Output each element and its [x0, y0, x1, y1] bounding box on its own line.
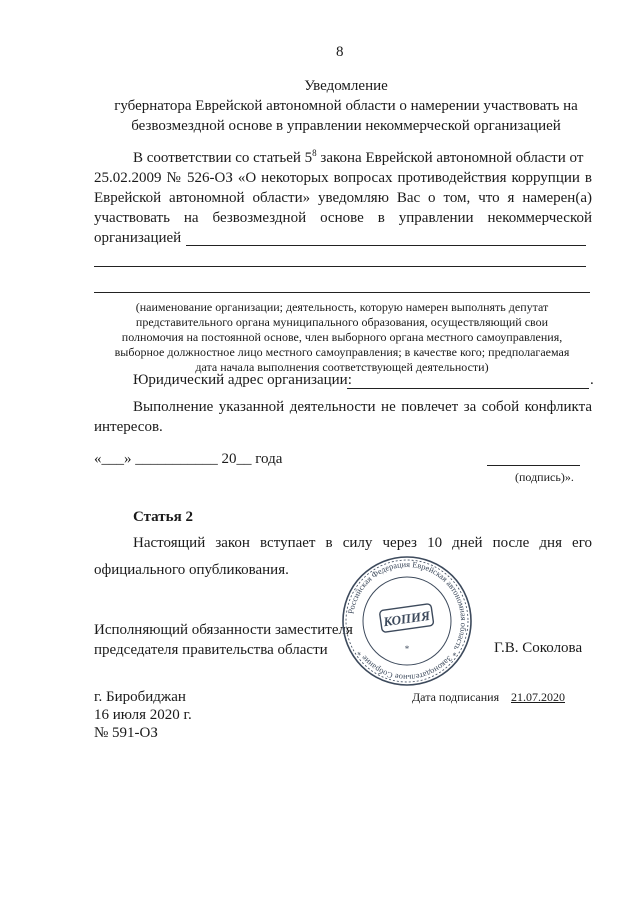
signatory-position-line1: Исполняющий обязанности заместителя — [94, 622, 353, 638]
address-label: Юридический адрес организации: — [133, 372, 352, 388]
stamp-copy-text: КОПИЯ — [382, 607, 431, 630]
page-number: 8 — [336, 44, 344, 60]
notice-title: Уведомление — [304, 78, 388, 94]
organization-blank-line-3 — [94, 292, 590, 293]
article-heading: Статья 2 — [133, 509, 193, 525]
notice-subtitle-line1: губернатора Еврейской автономной области о намерении участвовать на — [114, 98, 578, 114]
signatory-position-line2: председателя правительства области — [94, 642, 328, 658]
notice-subtitle-line2: безвозмездной основе в управлении некоммерческой организацией — [131, 118, 561, 134]
official-stamp — [340, 554, 474, 688]
organization-blank-line-2 — [94, 266, 586, 267]
signature-caption: (подпись)». — [515, 470, 574, 484]
signature-blank-line — [487, 465, 580, 466]
notice-para1-line1: В соответствии со статьей $5^8$ закона Еврейской автономной области от — [133, 148, 584, 166]
address-blank-line — [347, 388, 589, 389]
note-line2: представительного органа муниципального образования, осуществляющий свои — [135, 315, 549, 329]
notice-para1-line4: участвовать на безвозмездной основе в управлении некоммерческой — [94, 210, 592, 226]
footer-law-number: № 591-ОЗ — [94, 725, 158, 741]
footer-signed-label: Дата подписания — [412, 690, 500, 704]
stamp-ring-text: Российская Федерация Еврейская автономная область * Законодательное Собрание * — [346, 559, 469, 683]
address-end: . — [590, 372, 594, 388]
article-text-line1: Настоящий закон вступает в силу через 10 дней после дня его — [133, 535, 592, 551]
article-text-line2: официального опубликования. — [94, 562, 289, 578]
date-line: «___» ___________ 20__ года — [94, 451, 283, 467]
signatory-name: Г.В. Соколова — [494, 640, 583, 656]
stamp-star-icon: * — [404, 644, 410, 654]
footer-city: г. Биробиджан — [94, 689, 186, 705]
notice-para2-line1: Выполнение указанной деятельности не повлечет за собой конфликта — [133, 399, 592, 415]
note-line4: выборное должностное лицо местного самоуправления; в качестве кого; предполагаемая — [114, 345, 570, 359]
note-line5: дата начала выполнения соответствующей деятельности) — [195, 360, 489, 374]
note-line1: (наименование организации; деятельность, которую намерен выполнять депутат — [135, 300, 549, 314]
note-line3: полномочия на постоянной основе, член выборного органа местного самоуправления, — [121, 330, 563, 344]
organization-blank-line — [186, 245, 586, 246]
footer-signed-date: 21.07.2020 — [511, 690, 565, 704]
notice-para2-line2: интересов. — [94, 419, 163, 435]
notice-para1-line3: Еврейской автономной области» уведомляю Вас о том, что я намерен(а) — [94, 190, 592, 206]
footer-date: 16 июля 2020 г. — [94, 707, 192, 723]
notice-para1-line5: организацией — [94, 230, 182, 246]
notice-para1-line2: 25.02.2009 № 526-ОЗ «О некоторых вопросах противодействия коррупции в — [94, 170, 592, 186]
